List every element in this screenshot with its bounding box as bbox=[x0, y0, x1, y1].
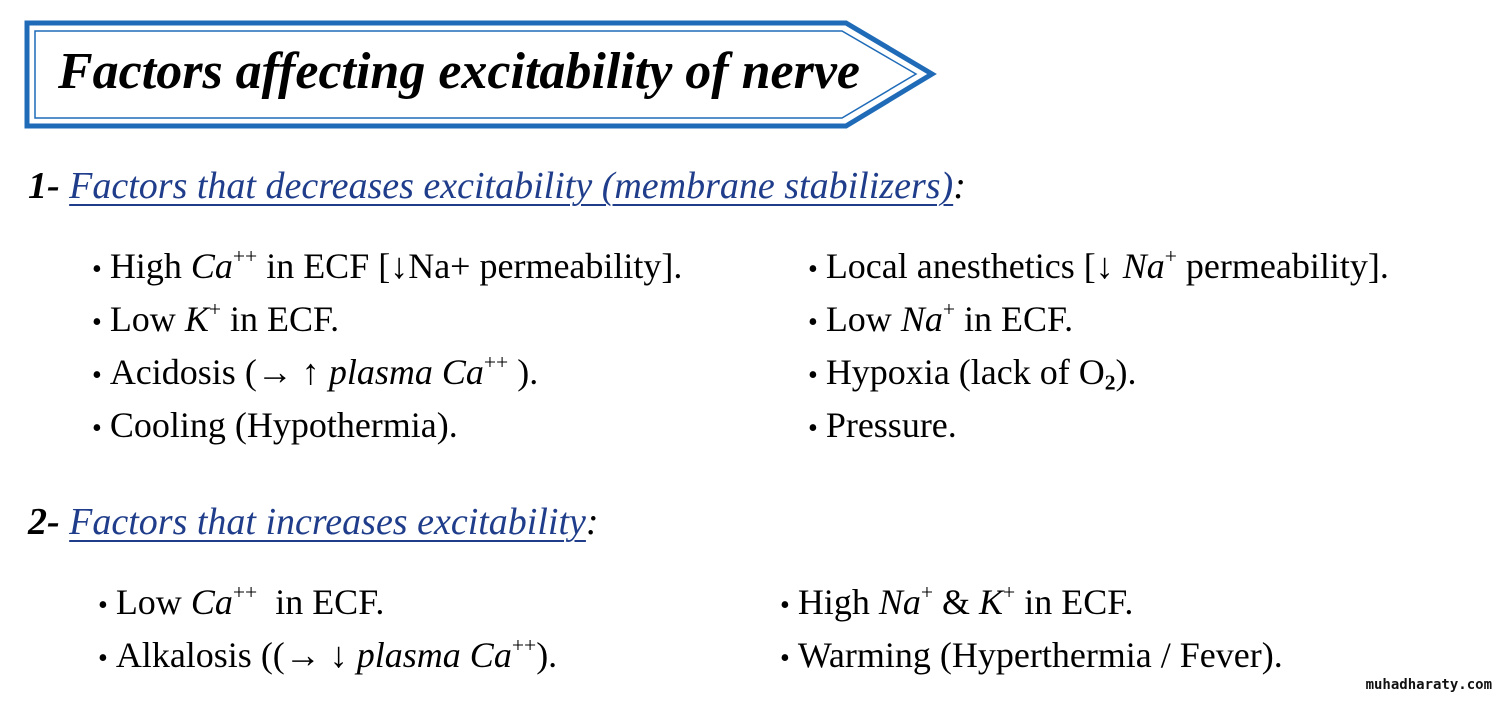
watermark: muhadharaty.com bbox=[1365, 677, 1492, 693]
list-item: • Low Na+ in ECF. bbox=[808, 296, 1074, 339]
section-1-heading-text[interactable]: Factors that decreases excitability (membrane stabilizers) bbox=[69, 165, 954, 207]
section-2-left-list bbox=[98, 576, 557, 682]
section-2-heading-text[interactable]: Factors that increases excitability bbox=[69, 501, 586, 543]
section-1-heading bbox=[28, 163, 966, 209]
title-banner bbox=[24, 20, 944, 132]
section-2-right-list bbox=[780, 576, 1283, 682]
list-item: • Pressure. bbox=[808, 405, 957, 445]
section-1-left-list bbox=[92, 240, 682, 452]
section-1-number: 1- bbox=[28, 165, 60, 207]
list-item: • Warming (Hyperthermia / Fever). bbox=[780, 635, 1283, 675]
list-item: • Acidosis (→ ↑ plasma Ca++ ). bbox=[92, 349, 539, 392]
section-1-right-list bbox=[808, 240, 1389, 452]
page-title: Factors affecting excitability of nerve bbox=[58, 43, 860, 100]
list-item: • Local anesthetics [↓ Na+ permeability]. bbox=[808, 243, 1389, 286]
list-item: • Cooling (Hypothermia). bbox=[92, 405, 458, 445]
section-2-heading bbox=[28, 499, 599, 545]
list-item: • High Na+ & K+ in ECF. bbox=[780, 579, 1134, 622]
list-item: • Low Ca++ in ECF. bbox=[98, 579, 385, 622]
list-item: • High Ca++ in ECF [↓Na+ permeability]. bbox=[92, 243, 683, 286]
list-item: • Hypoxia (lack of $O_2$). bbox=[808, 352, 1137, 395]
section-2-number: 2- bbox=[28, 501, 60, 543]
section-1-colon: : bbox=[953, 165, 966, 207]
list-item: • Low K+ in ECF. bbox=[92, 296, 340, 339]
list-item: • Alkalosis ((→ ↓ plasma Ca++). bbox=[98, 632, 558, 675]
section-2-colon: : bbox=[585, 501, 599, 543]
